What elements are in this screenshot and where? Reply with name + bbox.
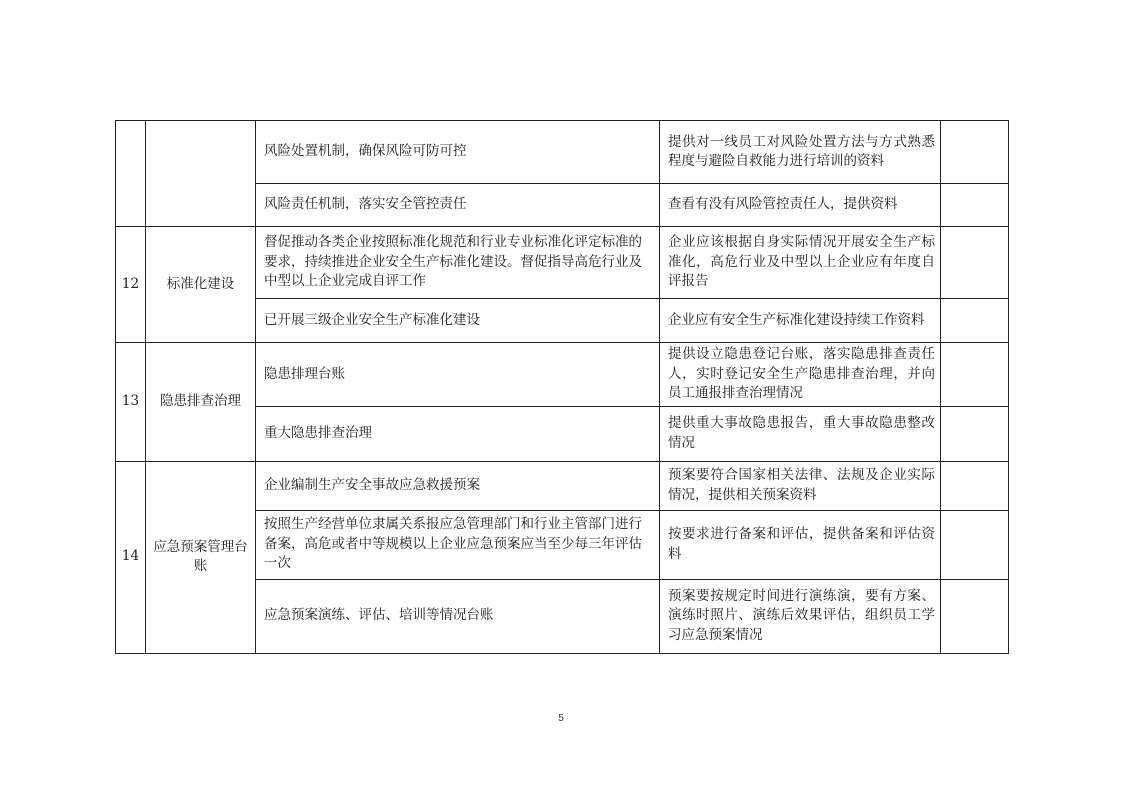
remarks-cell	[941, 121, 1009, 184]
table-row	[116, 461, 1009, 510]
requirement-cell: 预案要按规定时间进行演练演，要有方案、演练时照片、演练后效果评估，组织员工学习应急预案情况	[660, 579, 941, 653]
item-cell: 风险责任机制，落实安全管控责任	[256, 184, 660, 227]
category-cell: 应急预案管理台账	[146, 461, 256, 653]
remarks-cell	[941, 406, 1009, 461]
table-row	[116, 227, 1009, 299]
row-number-cell: 12	[116, 227, 146, 343]
item-cell: 按照生产经营单位隶属关系报应急管理部门和行业主管部门进行备案，高危或者中等规模以上企业应急预案应当至少每三年评估一次	[256, 510, 660, 579]
requirement-cell: 企业应该根据自身实际情况开展安全生产标准化，高危行业及中型以上企业应有年度自评报告	[660, 227, 941, 299]
requirement-cell: 提供重大事故隐患报告，重大事故隐患整改情况	[660, 406, 941, 461]
remarks-cell	[941, 184, 1009, 227]
item-cell: 隐患排理台账	[256, 343, 660, 407]
checklist-table	[115, 120, 1009, 654]
remarks-cell	[941, 299, 1009, 343]
row-number-cell: 14	[116, 461, 146, 653]
page-number: 5	[558, 713, 564, 724]
requirement-cell: 预案要符合国家相关法律、法规及企业实际情况，提供相关预案资料	[660, 461, 941, 510]
item-cell: 风险处置机制，确保风险可防可控	[256, 121, 660, 184]
item-cell: 应急预案演练、评估、培训等情况台账	[256, 579, 660, 653]
remarks-cell	[941, 579, 1009, 653]
table-row	[116, 343, 1009, 407]
remarks-cell	[941, 510, 1009, 579]
requirement-cell: 企业应有安全生产标准化建设持续工作资料	[660, 299, 941, 343]
row-number-cell	[116, 121, 146, 227]
requirement-cell: 提供设立隐患登记台账，落实隐患排查责任人，实时登记安全生产隐患排查治理，并向员工通报排查治理情况	[660, 343, 941, 407]
remarks-cell	[941, 343, 1009, 407]
requirement-cell: 查看有没有风险管控责任人，提供资料	[660, 184, 941, 227]
item-cell: 督促推动各类企业按照标准化规范和行业专业标准化评定标准的要求，持续推进企业安全生产标准化建设。督促指导高危行业及中型以上企业完成自评工作	[256, 227, 660, 299]
category-cell: 隐患排查治理	[146, 343, 256, 462]
remarks-cell	[941, 461, 1009, 510]
requirement-cell: 按要求进行备案和评估，提供备案和评估资料	[660, 510, 941, 579]
category-cell	[146, 121, 256, 227]
item-cell: 企业编制生产安全事故应急救援预案	[256, 461, 660, 510]
requirement-cell: 提供对一线员工对风险处置方法与方式熟悉程度与避险自救能力进行培训的资料	[660, 121, 941, 184]
row-number-cell: 13	[116, 343, 146, 462]
remarks-cell	[941, 227, 1009, 299]
item-cell: 重大隐患排查治理	[256, 406, 660, 461]
category-cell: 标准化建设	[146, 227, 256, 343]
item-cell: 已开展三级企业安全生产标准化建设	[256, 299, 660, 343]
table-row	[116, 121, 1009, 184]
